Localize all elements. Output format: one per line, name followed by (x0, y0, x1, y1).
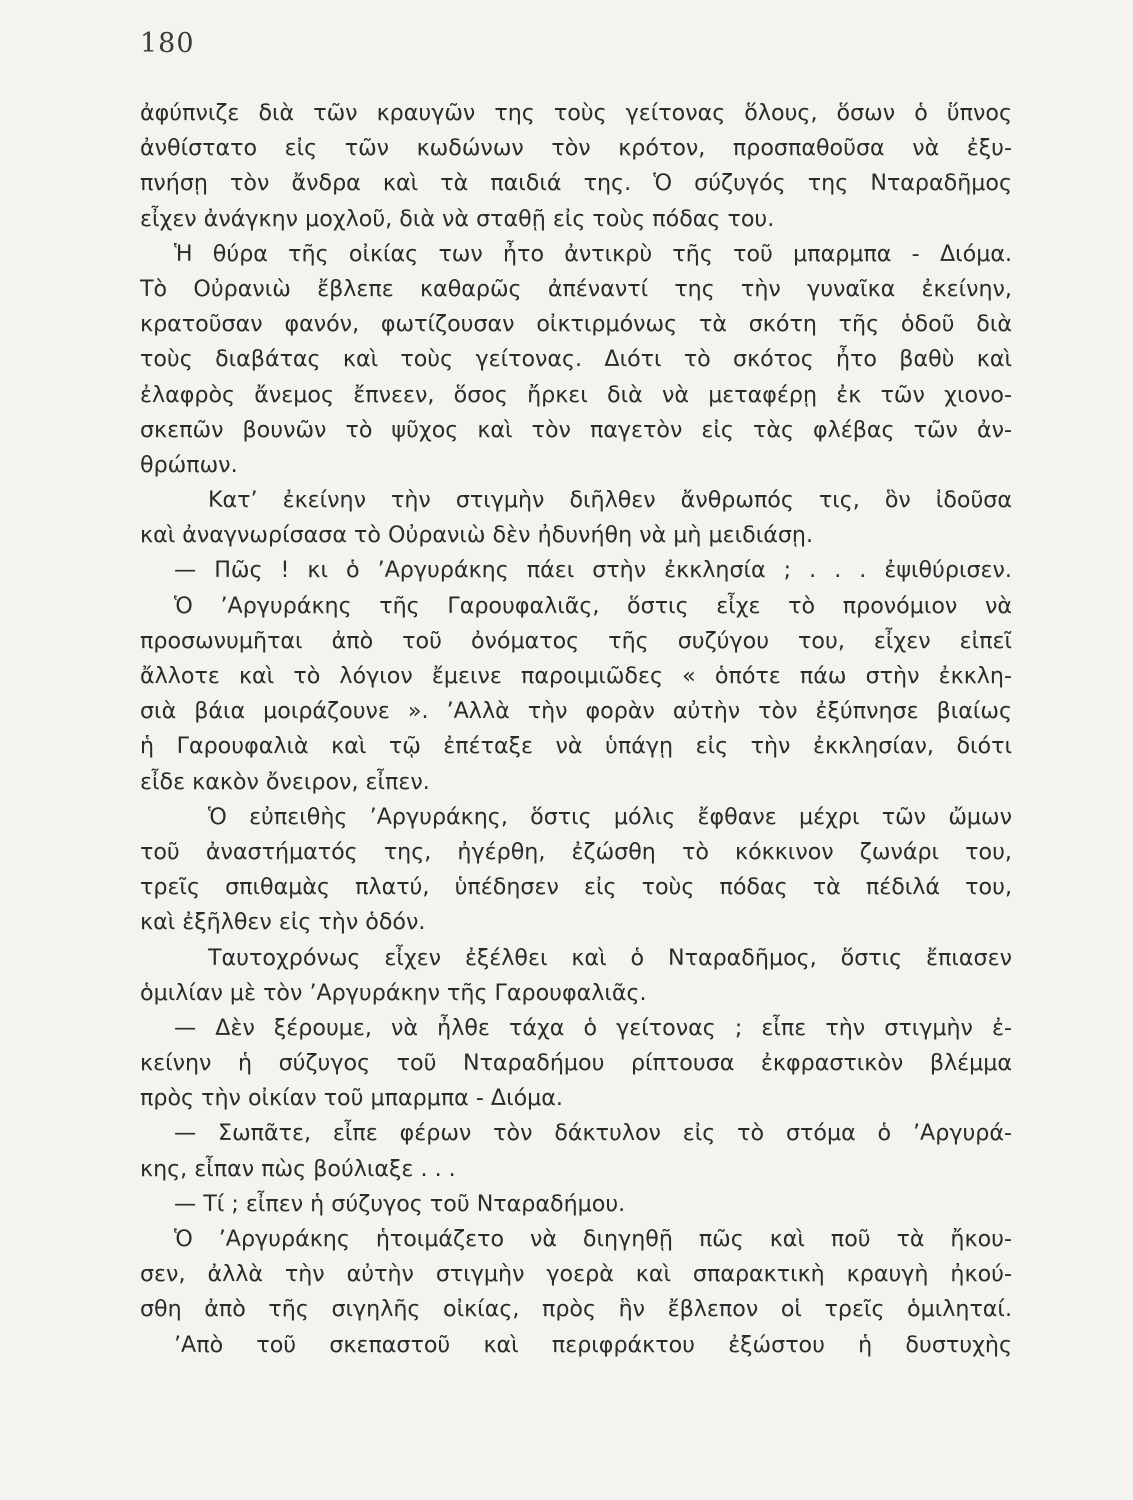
text-line: ἀνθίστατο εἰς τῶν κωδώνων τὸν κρότον, προσπαθοῦσα νὰ ἐξυ- (140, 135, 1012, 162)
text-line: Τὸ Οὐρανιὼ ἔβλεπε καθαρῶς ἀπέναντί της τὴν γυναῖκα ἐκείνην, (140, 275, 1012, 302)
text-line: ’Απὸ τοῦ σκεπαστοῦ καὶ περιφράκτου ἐξώστου ἡ δυστυχὴς (174, 1331, 1012, 1358)
text-line: σιὰ βάια μοιράζουνε ». ’Αλλὰ τὴν φορὰν αὐτὴν τὸν ἐξύπνησε βιαίως (140, 698, 1012, 725)
text-line: Ἡ θύρα τῆς οἰκίας των ἦτο ἀντικρὺ τῆς τοῦ μπαρμπα - Διόμα. (174, 240, 1012, 267)
page-number: 180 (140, 28, 195, 59)
text-line: κείνην ἡ σύζυγος τοῦ Νταραδήμου ρίπτουσα ἐκφραστικὸν βλέμμα (140, 1050, 1012, 1077)
text-line: τοῦ ἀναστήματός της, ἠγέρθη, ἐζώσθη τὸ κόκκινον ζωνάρι του, (140, 838, 1012, 865)
text-line: πρὸς τὴν οἰκίαν τοῦ μπαρμπα - Διόμα. (140, 1085, 563, 1112)
text-line: Ὁ εὐπειθὴς ’Αργυράκης, ὅστις μόλις ἔφθανε μέχρι τῶν ὤμων (208, 803, 1012, 830)
text-line: ὁμιλίαν μὲ τὸν ’Αργυράκην τῆς Γαρουφαλιᾶς. (140, 979, 647, 1006)
text-line: τοὺς διαβάτας καὶ τοὺς γείτονας. Διότι τὸ σκότος ἦτο βαθὺ καὶ (140, 346, 1012, 373)
text-line: Ὁ ’Αργυράκης τῆς Γαρουφαλιᾶς, ὅστις εἶχε τὸ προνόμιον νὰ (174, 592, 1012, 619)
text-line: — Τί ; εἶπεν ἡ σύζυγος τοῦ Νταραδήμου. (174, 1190, 626, 1217)
text-line: — Δὲν ξέρουμε, νὰ ἦλθε τάχα ὁ γείτονας ; εἶπε τὴν στιγμὴν ἐ- (174, 1014, 1012, 1041)
text-line: — Σωπᾶτε, εἶπε φέρων τὸν δάκτυλον εἰς τὸ στόμα ὁ ’Αργυρά- (174, 1120, 1012, 1147)
text-line: Κατ’ ἐκείνην τὴν στιγμὴν διῆλθεν ἄνθρωπός τις, ὃν ἰδοῦσα (208, 487, 1012, 514)
text-line: σκεπῶν βουνῶν τὸ ψῦχος καὶ τὸν παγετὸν εἰς τὰς φλέβας τῶν ἀν- (140, 416, 1012, 443)
text-line: καὶ ἀναγνωρίσασα τὸ Οὐρανιὼ δὲν ἠδυνήθη νὰ μὴ μειδιάσῃ. (140, 522, 814, 549)
text-line: Ὁ ’Αργυράκης ἡτοιμάζετο νὰ διηγηθῇ πῶς καὶ ποῦ τὰ ἤκου- (174, 1226, 1012, 1252)
text-line: θρώπων. (140, 451, 238, 478)
text-line: ἀφύπνιζε διὰ τῶν κραυγῶν της τοὺς γείτονας ὅλους, ὅσων ὁ ὕπνος (140, 100, 1012, 126)
text-line: προσωνυμῆται ἀπὸ τοῦ ὀνόματος τῆς συζύγου του, εἶχεν εἰπεῖ (140, 627, 1012, 654)
text-line: εἶδε κακὸν ὄνειρον, εἶπεν. (140, 768, 430, 795)
text-line: εἶχεν ἀνάγκην μοχλοῦ, διὰ νὰ σταθῇ εἰς τοὺς πόδας του. (140, 205, 775, 232)
text-line: πνήσῃ τὸν ἄνδρα καὶ τὰ παιδιά της. Ὁ σύζυγός της Νταραδῆμος (140, 170, 1012, 197)
text-line: ἄλλοτε καὶ τὸ λόγιον ἔμεινε παροιμιῶδες « ὁπότε πάω στὴν ἐκκλη- (140, 663, 1012, 689)
text-line: Ταυτοχρόνως εἶχεν ἐξέλθει καὶ ὁ Νταραδῆμος, ὅστις ἔπιασεν (208, 944, 1012, 971)
text-line: κης, εἶπαν πὼς βούλιαξε . . . (140, 1155, 456, 1182)
text-line: σεν, ἀλλὰ τὴν αὐτὴν στιγμὴν γοερὰ καὶ σπαρακτικὴ κραυγὴ ἠκού- (140, 1261, 1012, 1288)
text-line: καὶ ἐξῆλθεν εἰς τὴν ὁδόν. (140, 909, 426, 936)
text-line: ἡ Γαρουφαλιὰ καὶ τῷ ἐπέταξε νὰ ὑπάγῃ εἰς τὴν ἐκκλησίαν, διότι (140, 733, 1012, 760)
text-line: κρατοῦσαν φανόν, φωτίζουσαν οἰκτιρμόνως τὰ σκότη τῆς ὁδοῦ διὰ (140, 311, 1012, 338)
text-line: σθη ἀπὸ τῆς σιγηλῆς οἰκίας, πρὸς ἣν ἔβλεπον οἱ τρεῖς ὁμιληταί. (140, 1296, 1012, 1323)
text-line: ἐλαφρὸς ἄνεμος ἔπνεεν, ὅσος ἤρκει διὰ νὰ μεταφέρῃ ἐκ τῶν χιονο- (140, 381, 1012, 408)
body-text (140, 96, 1012, 1363)
text-line: — Πῶς ! κι ὁ ’Αργυράκης πάει στὴν ἐκκλησία ; . . . ἐψιθύρισεν. (174, 557, 1012, 584)
text-line: τρεῖς σπιθαμὰς πλατύ, ὑπέδησεν εἰς τοὺς πόδας τὰ πέδιλά του, (140, 874, 1012, 901)
